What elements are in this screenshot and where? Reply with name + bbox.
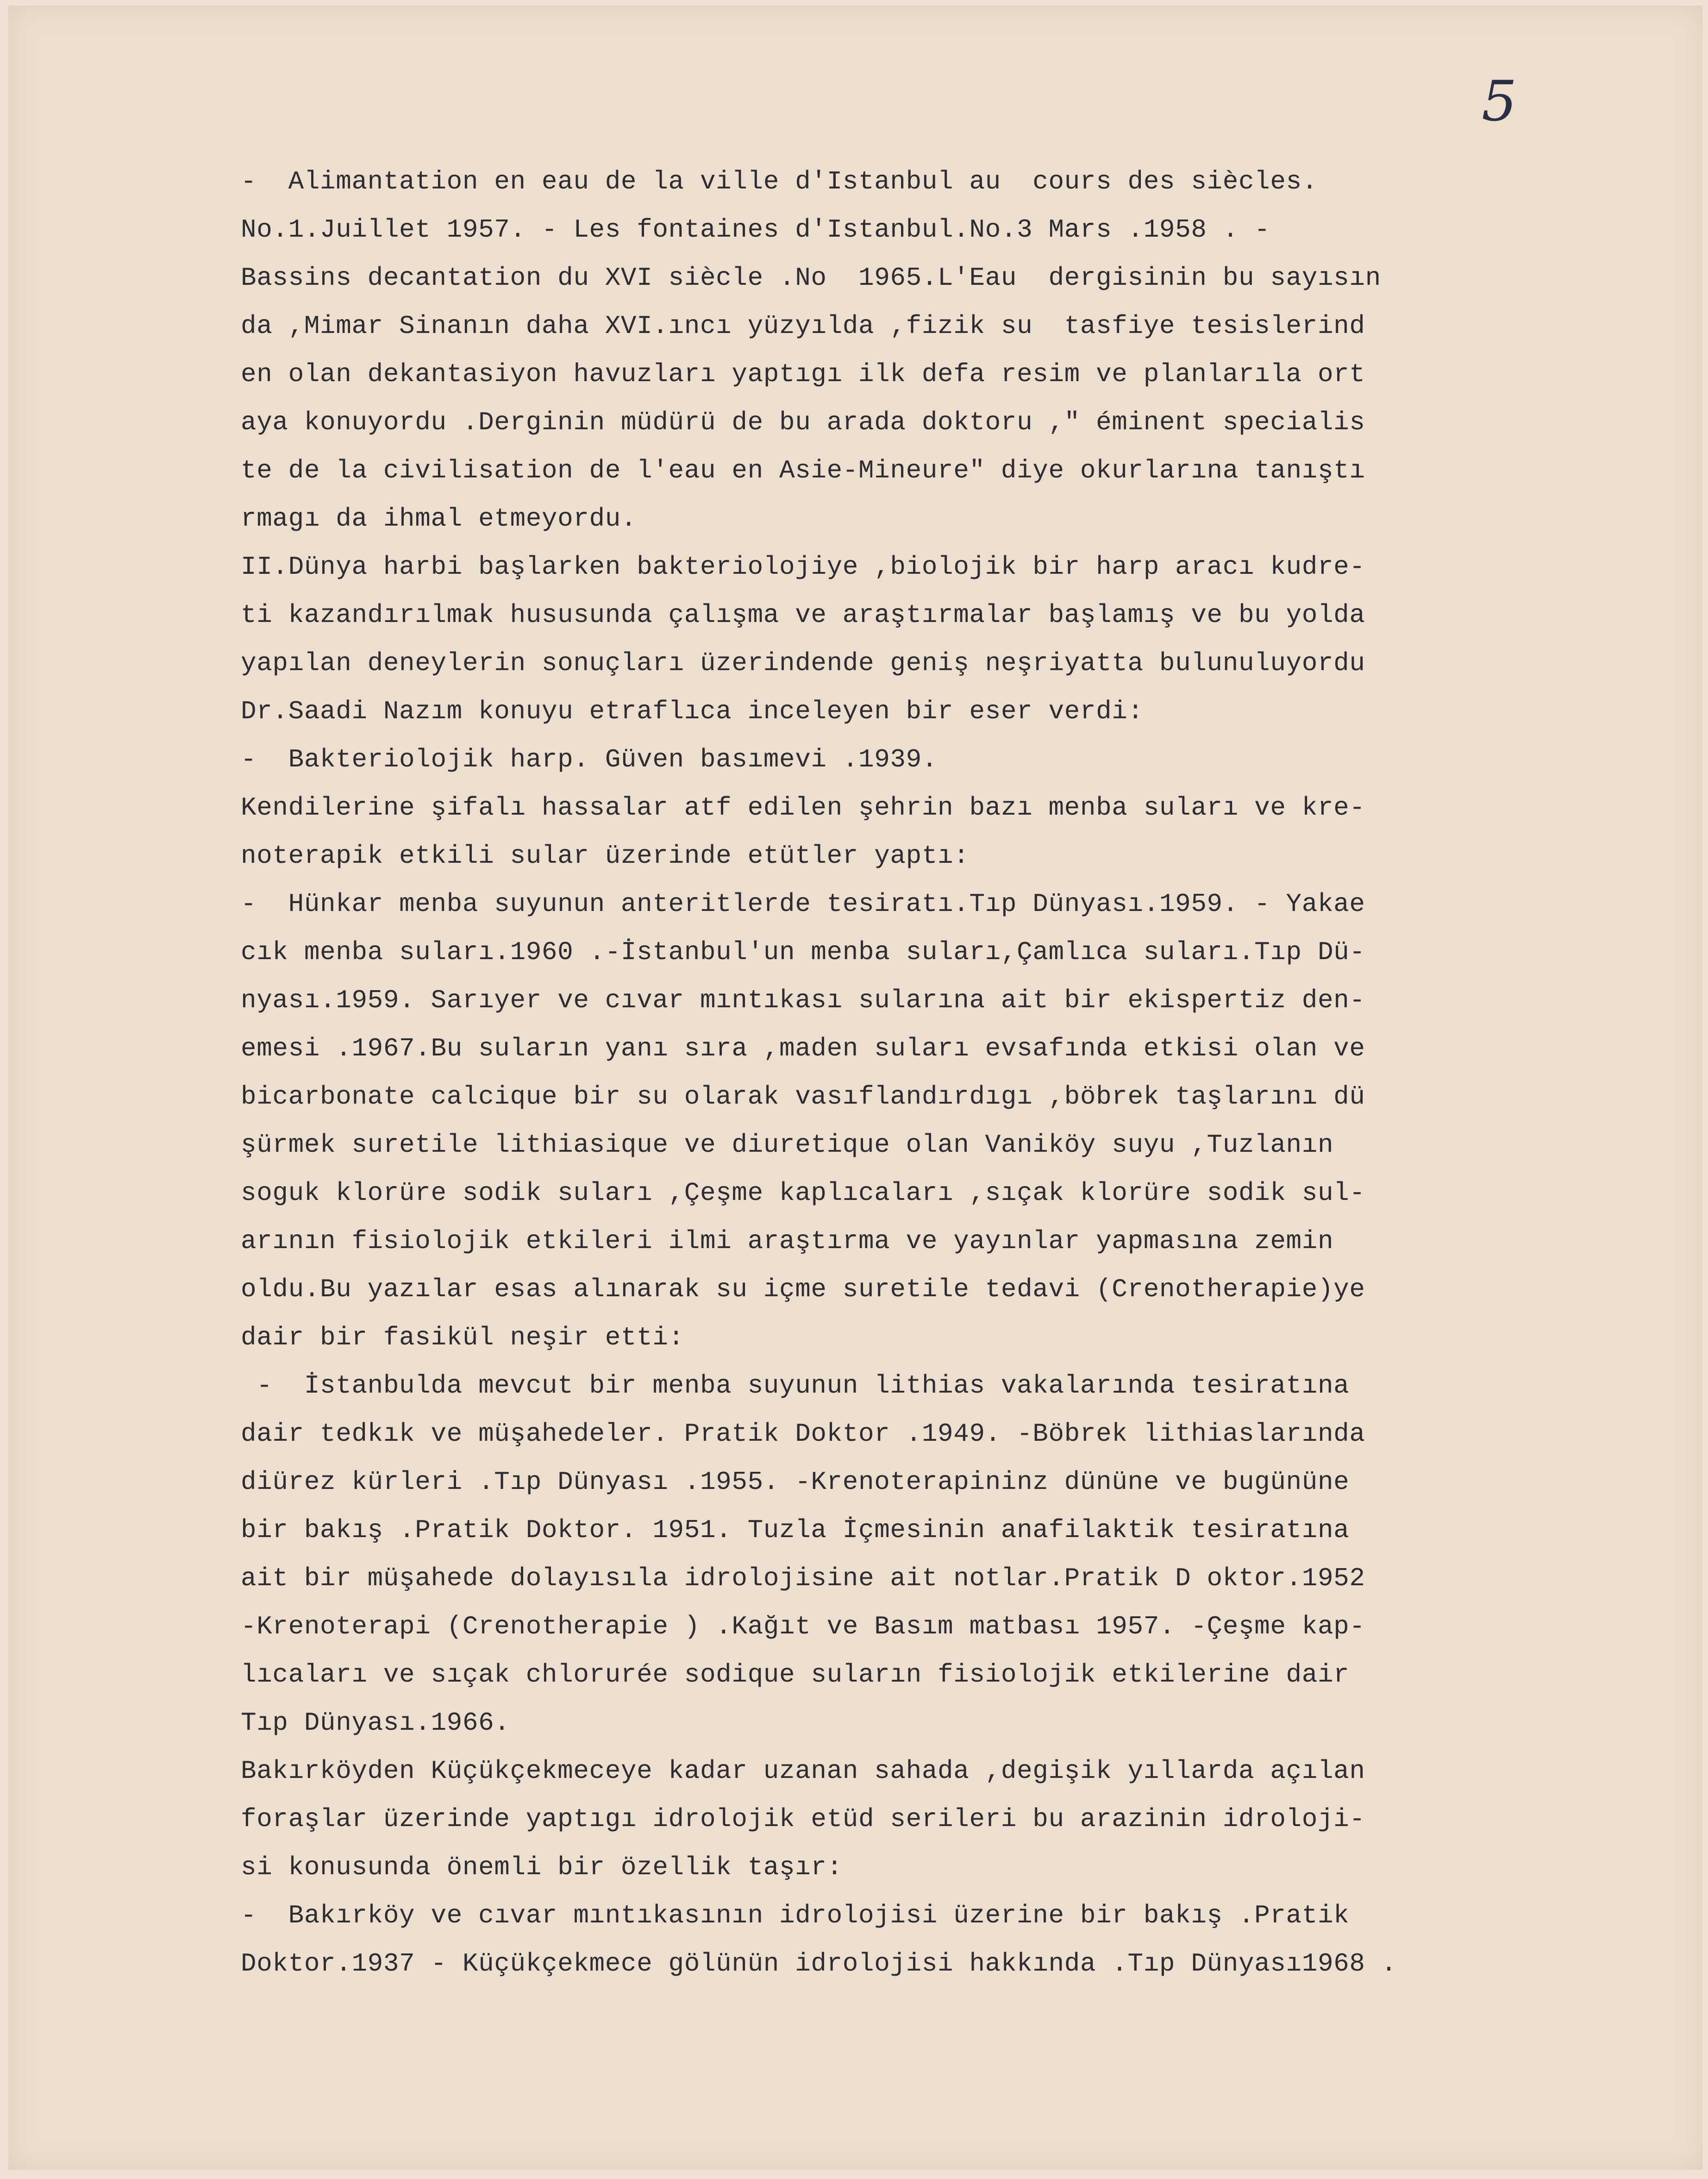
text-line: nyası.1959. Sarıyer ve cıvar mıntıkası sularına ait bir ekispertiz den- — [241, 986, 1365, 1015]
text-line: yapılan deneylerin sonuçları üzerindende geniş neşriyatta bulunuluyordu — [241, 648, 1365, 678]
text-line: dair bir fasikül neşir etti: — [241, 1323, 684, 1352]
text-line: - Bakteriolojik harp. Güven basımevi .1939. — [241, 745, 938, 774]
text-line: lıcaları ve sıçak chlorurée sodique suların fisiolojik etkilerine dair — [241, 1660, 1350, 1689]
text-line: - Hünkar menba suyunun anteritlerde tesiratı.Tıp Dünyası.1959. - Yakae — [241, 889, 1365, 919]
page-number: 5 — [1482, 69, 1517, 134]
text-line: ti kazandırılmak hususunda çalışma ve araştırmalar başlamış ve bu yolda — [241, 600, 1365, 630]
text-line: arının fisiolojik etkileri ilmi araştırma ve yayınlar yapmasına zemin — [241, 1226, 1334, 1256]
text-line: II.Dünya harbi başlarken bakteriolojiye ,biolojik bir harp aracı kudre- — [241, 552, 1365, 582]
text-line: oldu.Bu yazılar esas alınarak su içme suretile tedavi (Crenotherapie)ye — [241, 1275, 1365, 1304]
text-line: Kendilerine şifalı hassalar atf edilen şehrin bazı menba suları ve kre- — [241, 793, 1365, 823]
text-line: soguk klorüre sodik suları ,Çeşme kaplıcaları ,sıçak klorüre sodik sul- — [241, 1178, 1365, 1208]
text-line: rmagı da ihmal etmeyordu. — [241, 504, 637, 534]
text-line: te de la civilisation de l'eau en Asie-Mineure" diye okurlarına tanıştı — [241, 456, 1365, 485]
text-line: - İstanbulda mevcut bir menba suyunun lithias vakalarında tesiratına — [241, 1371, 1350, 1400]
text-line: No.1.Juillet 1957. - Les fontaines d'Istanbul.No.3 Mars .1958 . - — [241, 215, 1270, 245]
text-line: si konusunda önemli bir özellik taşır: — [241, 1852, 843, 1882]
text-line: bir bakış .Pratik Doktor. 1951. Tuzla İçmesinin anafilaktik tesiratına — [241, 1515, 1350, 1545]
text-line: Doktor.1937 - Küçükçekmece gölünün idrolojisi hakkında .Tıp Dünyası1968 . — [241, 1949, 1397, 1978]
text-line: ait bir müşahede dolayısıla idrolojisine ait notlar.Pratik D oktor.1952 — [241, 1564, 1365, 1593]
text-line: - Alimantation en eau de la ville d'Istanbul au cours des siècles. — [241, 167, 1318, 196]
text-line: da ,Mimar Sinanın daha XVI.ıncı yüzyılda ,fizik su tasfiye tesislerind — [241, 311, 1365, 341]
text-line: şürmek suretile lithiasique ve diuretique olan Vaniköy suyu ,Tuzlanın — [241, 1130, 1334, 1160]
text-line: Dr.Saadi Nazım konuyu etraflıca inceleyen bir eser verdi: — [241, 697, 1144, 726]
text-line: cık menba suları.1960 .-İstanbul'un menba suları,Çamlıca suları.Tıp Dü- — [241, 937, 1365, 967]
text-line: noterapik etkili sular üzerinde etütler yaptı: — [241, 841, 970, 871]
text-line: diürez kürleri .Tıp Dünyası .1955. -Krenoterapininz dününe ve bugününe — [241, 1467, 1350, 1497]
text-line: - Bakırköy ve cıvar mıntıkasının idrolojisi üzerine bir bakış .Pratik — [241, 1901, 1350, 1930]
text-line: Bassins decantation du XVI siècle .No 1965.L'Eau dergisinin bu sayısın — [241, 263, 1381, 293]
text-line: emesi .1967.Bu suların yanı sıra ,maden suları evsafında etkisi olan ve — [241, 1034, 1365, 1063]
text-line: Tıp Dünyası.1966. — [241, 1708, 510, 1738]
text-line: bicarbonate calcique bir su olarak vasıflandırdıgı ,böbrek taşlarını dü — [241, 1082, 1365, 1111]
text-line: foraşlar üzerinde yaptıgı idrolojik etüd serileri bu arazinin idroloji- — [241, 1804, 1365, 1834]
text-line: aya konuyordu .Derginin müdürü de bu arada doktoru ," éminent specialis — [241, 408, 1365, 437]
text-line: dair tedkık ve müşahedeler. Pratik Doktor .1949. -Böbrek lithiaslarında — [241, 1419, 1365, 1449]
text-line: Bakırköyden Küçükçekmeceye kadar uzanan sahada ,degişik yıllarda açılan — [241, 1756, 1365, 1786]
text-line: -Krenoterapi (Crenotherapie ) .Kağıt ve Basım matbası 1957. -Çeşme kap- — [241, 1612, 1365, 1641]
text-line: en olan dekantasiyon havuzları yaptıgı ilk defa resim ve planlarıla ort — [241, 359, 1365, 389]
typewritten-text-body — [241, 157, 1607, 1988]
